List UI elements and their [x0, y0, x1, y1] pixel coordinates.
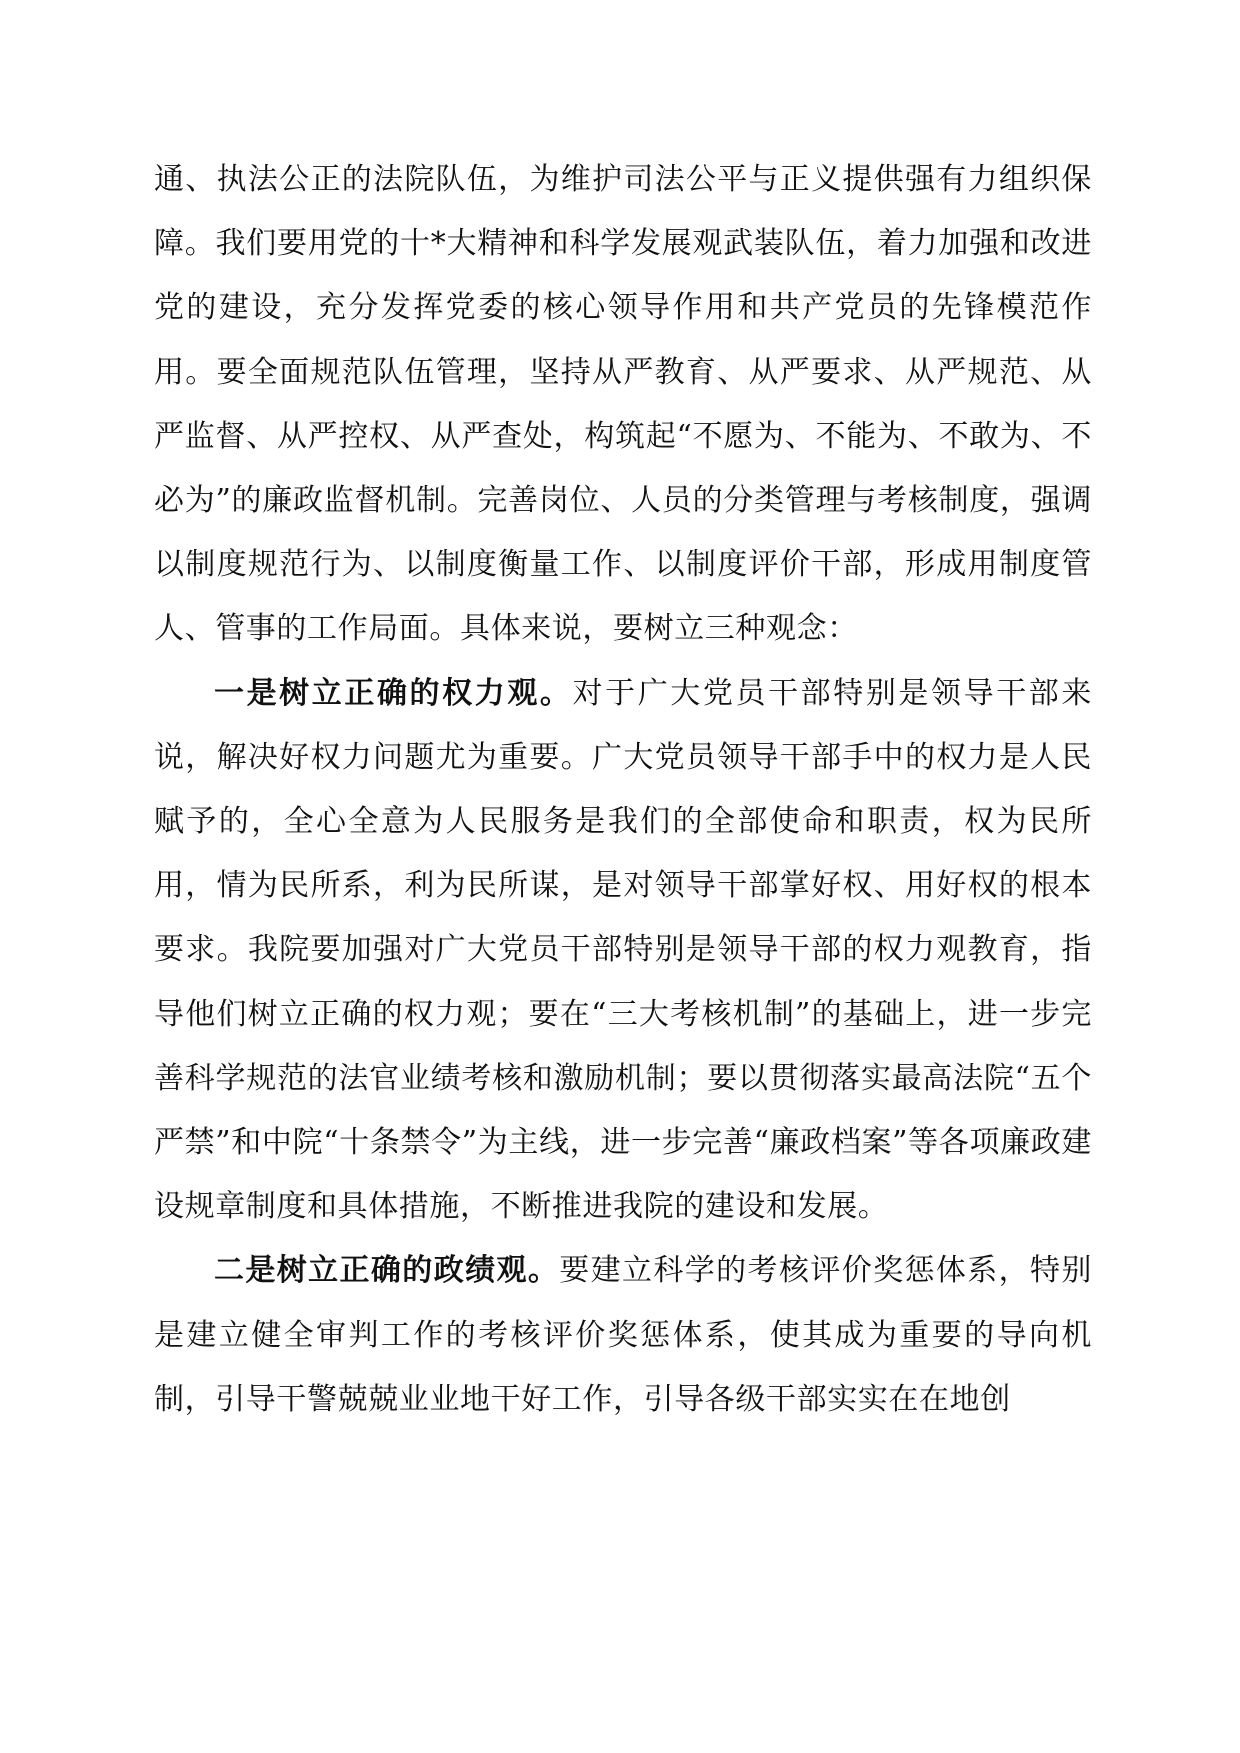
document-page — [154, 148, 1092, 1432]
paragraph-text: 要建立科学的考核评价奖惩体系，特别是建立健全审判工作的考核评价奖惩体系，使其成为重要的导向机制，引导干警兢兢业业地干好工作，引导各级干部实实在在地创 — [154, 1253, 1092, 1417]
paragraph-text: 通、执法公正的法院队伍，为维护司法公平与正义提供强有力组织保障。我们要用党的十*大精神和科学发展观武装队伍，着力加强和改进党的建设，充分发挥党委的核心领导作用和共产党员的先锋模范作用。要全面规范队伍管理，坚持从严教育、从严要求、从严规范、从严监督、从严控权、从严查处，构筑起“不愿为、不能为、不敢为、不必为”的廉政监督机制。完善岗位、人员的分类管理与考核制度，强调以制度规范行为、以制度衡量工作、以制度评价干部，形成用制度管人、管事的工作局面。具体来说，要树立三种观念： — [154, 162, 1092, 647]
paragraph-achievement-view — [154, 1239, 1092, 1432]
paragraph-continuation — [154, 148, 1092, 662]
paragraph-lead-heading: 二是树立正确的政绩观。 — [214, 1253, 560, 1289]
paragraph-text: 对于广大党员干部特别是领导干部来说，解决好权力问题尤为重要。广大党员领导干部手中的权力是人民赋予的，全心全意为人民服务是我们的全部使命和职责，权为民所用，情为民所系，利为民所谋，是对领导干部掌好权、用好权的根本要求。我院要加强对广大党员干部特别是领导干部的权力观教育，指导他们树立正确的权力观；要在“三大考核机制”的基础上，进一步完善科学规范的法官业绩考核和激励机制；要以贯彻落实最高法院“五个严禁”和中院“十条禁令”为主线，进一步完善“廉政档案”等各项廉政建设规章制度和具体措施，不断推进我院的建设和发展。 — [154, 675, 1092, 1225]
paragraph-power-view — [154, 662, 1092, 1240]
paragraph-lead-heading: 一是树立正确的权力观。 — [214, 675, 573, 711]
